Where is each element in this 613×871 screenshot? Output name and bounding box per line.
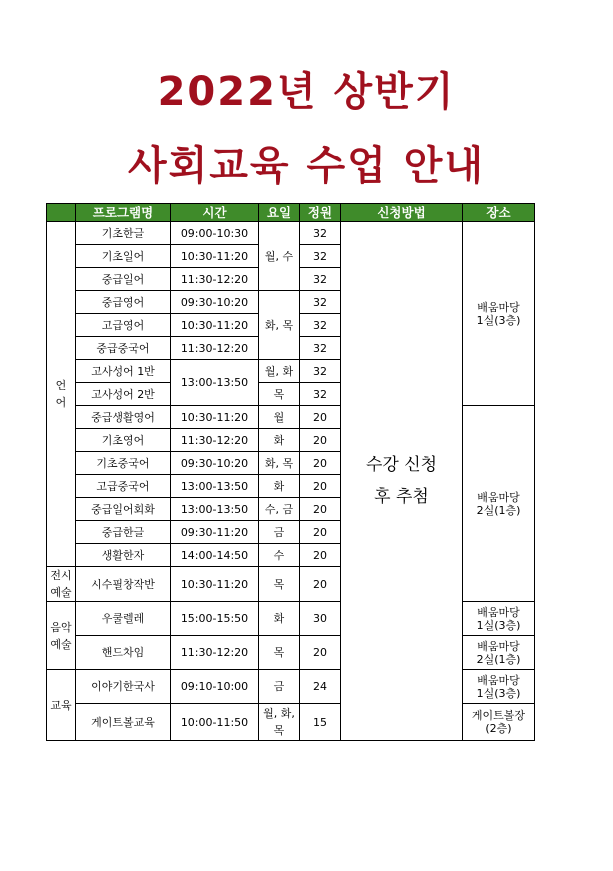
class-days: 수 xyxy=(259,544,300,567)
class-capacity: 20 xyxy=(300,567,341,602)
class-time: 11:30-12:20 xyxy=(171,636,259,670)
program-name: 기초영어 xyxy=(76,429,171,452)
class-days: 화 xyxy=(259,475,300,498)
program-name: 중급일어 xyxy=(76,268,171,291)
class-time: 13:00-13:50 xyxy=(171,360,259,406)
place-cell: 배움마당 1실(3층) xyxy=(463,670,535,704)
class-time: 10:30-11:20 xyxy=(171,245,259,268)
class-time: 11:30-12:20 xyxy=(171,268,259,291)
class-capacity: 32 xyxy=(300,268,341,291)
class-time: 10:30-11:20 xyxy=(171,567,259,602)
program-name: 중급영어 xyxy=(76,291,171,314)
class-capacity: 20 xyxy=(300,452,341,475)
class-time: 09:00-10:30 xyxy=(171,222,259,245)
header-time: 시간 xyxy=(171,204,259,222)
class-days: 월 xyxy=(259,406,300,429)
page-title-line1: 2022년 상반기 xyxy=(157,69,456,115)
header-day: 요일 xyxy=(259,204,300,222)
program-name: 고급중국어 xyxy=(76,475,171,498)
program-name: 중급한글 xyxy=(76,521,171,544)
program-name: 생활한자 xyxy=(76,544,171,567)
class-days: 수, 금 xyxy=(259,498,300,521)
class-capacity: 20 xyxy=(300,475,341,498)
schedule-table xyxy=(46,203,535,741)
class-time: 13:00-13:50 xyxy=(171,475,259,498)
class-capacity: 32 xyxy=(300,314,341,337)
class-time: 10:30-11:20 xyxy=(171,314,259,337)
category-language: 언 어 xyxy=(47,222,76,567)
program-name: 고급영어 xyxy=(76,314,171,337)
program-name: 기초중국어 xyxy=(76,452,171,475)
class-time: 11:30-12:20 xyxy=(171,429,259,452)
place-cell: 배움마당 2실(1층) xyxy=(463,636,535,670)
header-place: 장소 xyxy=(463,204,535,222)
category-education: 교육 xyxy=(47,670,76,741)
class-capacity: 32 xyxy=(300,360,341,383)
class-days: 화, 목 xyxy=(259,291,300,360)
class-days: 금 xyxy=(259,521,300,544)
header-program: 프로그램명 xyxy=(76,204,171,222)
class-days: 목 xyxy=(259,636,300,670)
program-name: 고사성어 1반 xyxy=(76,360,171,383)
place-cell: 배움마당 1실(3층) xyxy=(463,602,535,636)
class-time: 14:00-14:50 xyxy=(171,544,259,567)
header-application: 신청방법 xyxy=(341,204,463,222)
header-capacity: 정원 xyxy=(300,204,341,222)
category-exhibition: 전시 예술 xyxy=(47,567,76,602)
class-capacity: 32 xyxy=(300,222,341,245)
class-days: 화 xyxy=(259,602,300,636)
class-days: 목 xyxy=(259,567,300,602)
page-title-line2: 사회교육 수업 안내 xyxy=(128,143,485,189)
program-name: 게이트볼교육 xyxy=(76,704,171,741)
class-capacity: 20 xyxy=(300,544,341,567)
place-cell: 게이트볼장 (2층) xyxy=(463,704,535,741)
program-name: 기초일어 xyxy=(76,245,171,268)
program-name: 중급일어회화 xyxy=(76,498,171,521)
program-name: 중급생활영어 xyxy=(76,406,171,429)
application-method: 수강 신청 후 추첨 xyxy=(341,222,463,741)
class-capacity: 15 xyxy=(300,704,341,741)
class-time: 09:10-10:00 xyxy=(171,670,259,704)
header-category xyxy=(47,204,76,222)
class-time: 13:00-13:50 xyxy=(171,498,259,521)
class-days: 월, 화 xyxy=(259,360,300,383)
class-time: 10:00-11:50 xyxy=(171,704,259,741)
table-row xyxy=(47,222,535,245)
class-days: 화 xyxy=(259,429,300,452)
class-days: 월, 화, 목 xyxy=(259,704,300,741)
class-time: 10:30-11:20 xyxy=(171,406,259,429)
program-name: 이야기한국사 xyxy=(76,670,171,704)
place-cell: 배움마당 2실(1층) xyxy=(463,406,535,602)
program-name: 고사성어 2반 xyxy=(76,383,171,406)
class-capacity: 20 xyxy=(300,429,341,452)
program-name: 핸드차임 xyxy=(76,636,171,670)
program-name: 시수필창작반 xyxy=(76,567,171,602)
class-capacity: 20 xyxy=(300,636,341,670)
class-capacity: 32 xyxy=(300,383,341,406)
class-days: 화, 목 xyxy=(259,452,300,475)
class-days: 금 xyxy=(259,670,300,704)
class-time: 15:00-15:50 xyxy=(171,602,259,636)
class-time: 09:30-11:20 xyxy=(171,521,259,544)
class-capacity: 24 xyxy=(300,670,341,704)
class-days: 월, 수 xyxy=(259,222,300,291)
class-capacity: 32 xyxy=(300,337,341,360)
place-cell: 배움마당 1실(3층) xyxy=(463,222,535,406)
class-capacity: 20 xyxy=(300,406,341,429)
header-row xyxy=(47,204,535,222)
class-time: 09:30-10:20 xyxy=(171,291,259,314)
class-time: 11:30-12:20 xyxy=(171,337,259,360)
class-days: 목 xyxy=(259,383,300,406)
program-name: 중급중국어 xyxy=(76,337,171,360)
class-capacity: 32 xyxy=(300,245,341,268)
class-time: 09:30-10:20 xyxy=(171,452,259,475)
class-capacity: 30 xyxy=(300,602,341,636)
program-name: 우쿨렐레 xyxy=(76,602,171,636)
category-music: 음악 예술 xyxy=(47,602,76,670)
class-capacity: 20 xyxy=(300,498,341,521)
class-capacity: 20 xyxy=(300,521,341,544)
class-capacity: 32 xyxy=(300,291,341,314)
program-name: 기초한글 xyxy=(76,222,171,245)
